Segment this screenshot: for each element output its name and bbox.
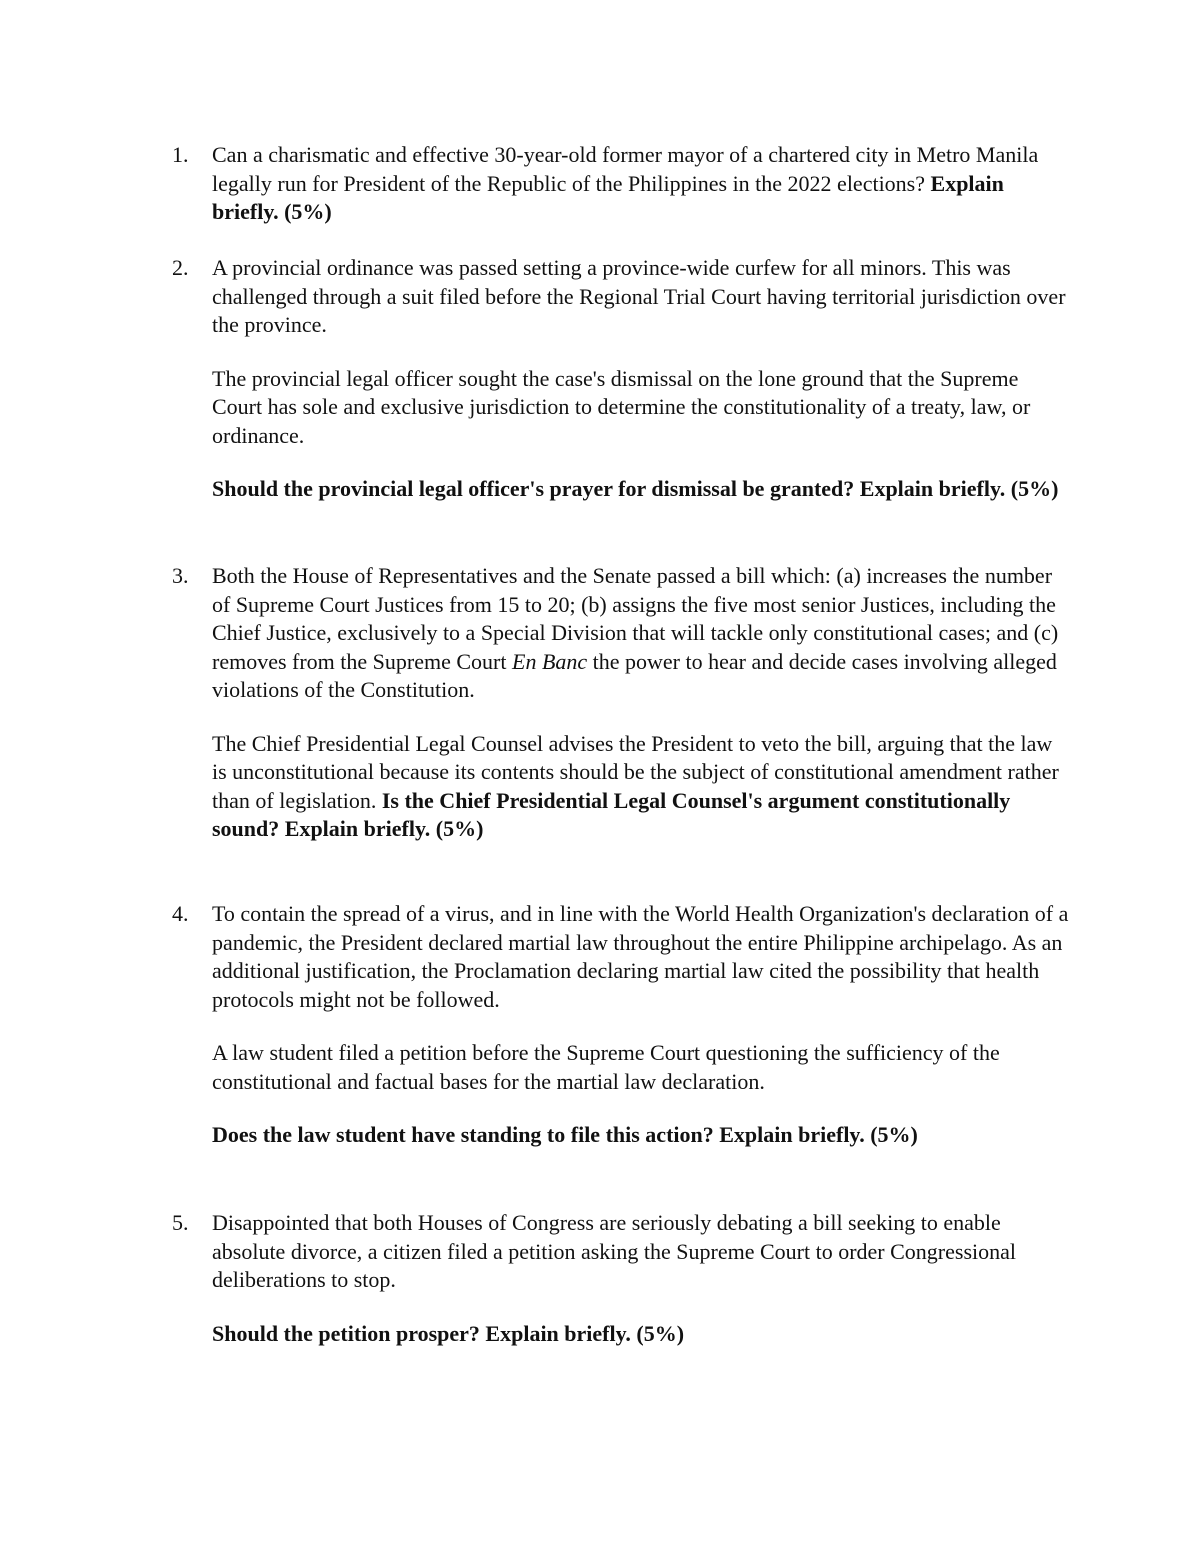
question-number: 4. [172,901,189,926]
question-number: 1. [172,142,189,167]
question-text: The provincial legal officer sought the case's dismissal on the lone ground that the Supreme Court has sole and exclusive jurisdiction to determine the constitutionality of a treaty, law, or ordinance. [212,365,1031,448]
question-prompt: Does the law student have standing to file this action? Explain briefly. (5%) [212,1122,918,1147]
question-prompt: Should the provincial legal officer's prayer for dismissal be granted? Explain briefly. (5%) [212,476,1059,501]
question-number: 5. [172,1210,189,1235]
question-number: 2. [172,255,189,280]
question-paragraph [212,562,1072,705]
question-number: 3. [172,563,189,588]
question-body [212,900,1072,1150]
question-text: the power to hear and decide cases involving alleged violations of the Constitution. [212,648,1057,702]
question-paragraph [212,1209,1072,1295]
question-paragraph [212,730,1072,844]
question-prompt: Is the Chief Presidential Legal Counsel's argument constitutionally sound? Explain briefly. (5%) [212,787,1011,841]
question-body [212,141,1072,227]
question-body [212,1209,1072,1348]
question-paragraph [212,254,1072,340]
question-body [212,254,1072,504]
question-italic-term: En Banc [512,648,588,674]
question-text: A provincial ordinance was passed setting a province-wide curfew for all minors. This was challenged through a suit filed before the Regional Trial Court having territorial jurisdiction over the province. [212,255,1066,337]
question-paragraph [212,900,1072,1014]
question-paragraph [212,141,1072,227]
question-paragraph [212,475,1072,504]
question-text: A law student filed a petition before the Supreme Court questioning the sufficiency of the constitutional and factual bases for the martial law declaration. [212,1040,1000,1094]
question-text: To contain the spread of a virus, and in line with the World Health Organization's declaration of a pandemic, the President declared martial law throughout the entire Philippine archipelago. As an additional justification, the Proclamation declaring martial law cited the possibility that health protocols might not be followed. [212,901,1069,1012]
question-prompt: Explain briefly. (5%) [212,170,1004,224]
question-paragraph [212,365,1072,451]
question-paragraph [212,1320,1072,1349]
question-paragraph [212,1121,1072,1150]
question-body [212,562,1072,844]
question-text: The Chief Presidential Legal Counsel advises the President to veto the bill, arguing that the law is unconstitutional because its contents should be the subject of constitutional amendment rather than of legislation. [212,730,1059,813]
question-text: Can a charismatic and effective 30-year-old former mayor of a chartered city in Metro Manila legally run for President of the Republic of the Philippines in the 2022 elections? [212,142,1039,196]
question-text: Disappointed that both Houses of Congress are seriously debating a bill seeking to enable absolute divorce, a citizen filed a petition asking the Supreme Court to order Congressional deliberations to stop. [212,1210,1017,1292]
question-prompt: Should the petition prosper? Explain briefly. (5%) [212,1320,685,1346]
question-text: Both the House of Representatives and the Senate passed a bill which: (a) increases the number of Supreme Court Justices from 15 to 20; (b) assigns the five most senior Justices, including the Chief Justice, exclusively to a Special Division that will tackle only constitutional cases; and (c) removes from the Supreme Court [212,563,1059,674]
question-paragraph [212,1039,1072,1096]
